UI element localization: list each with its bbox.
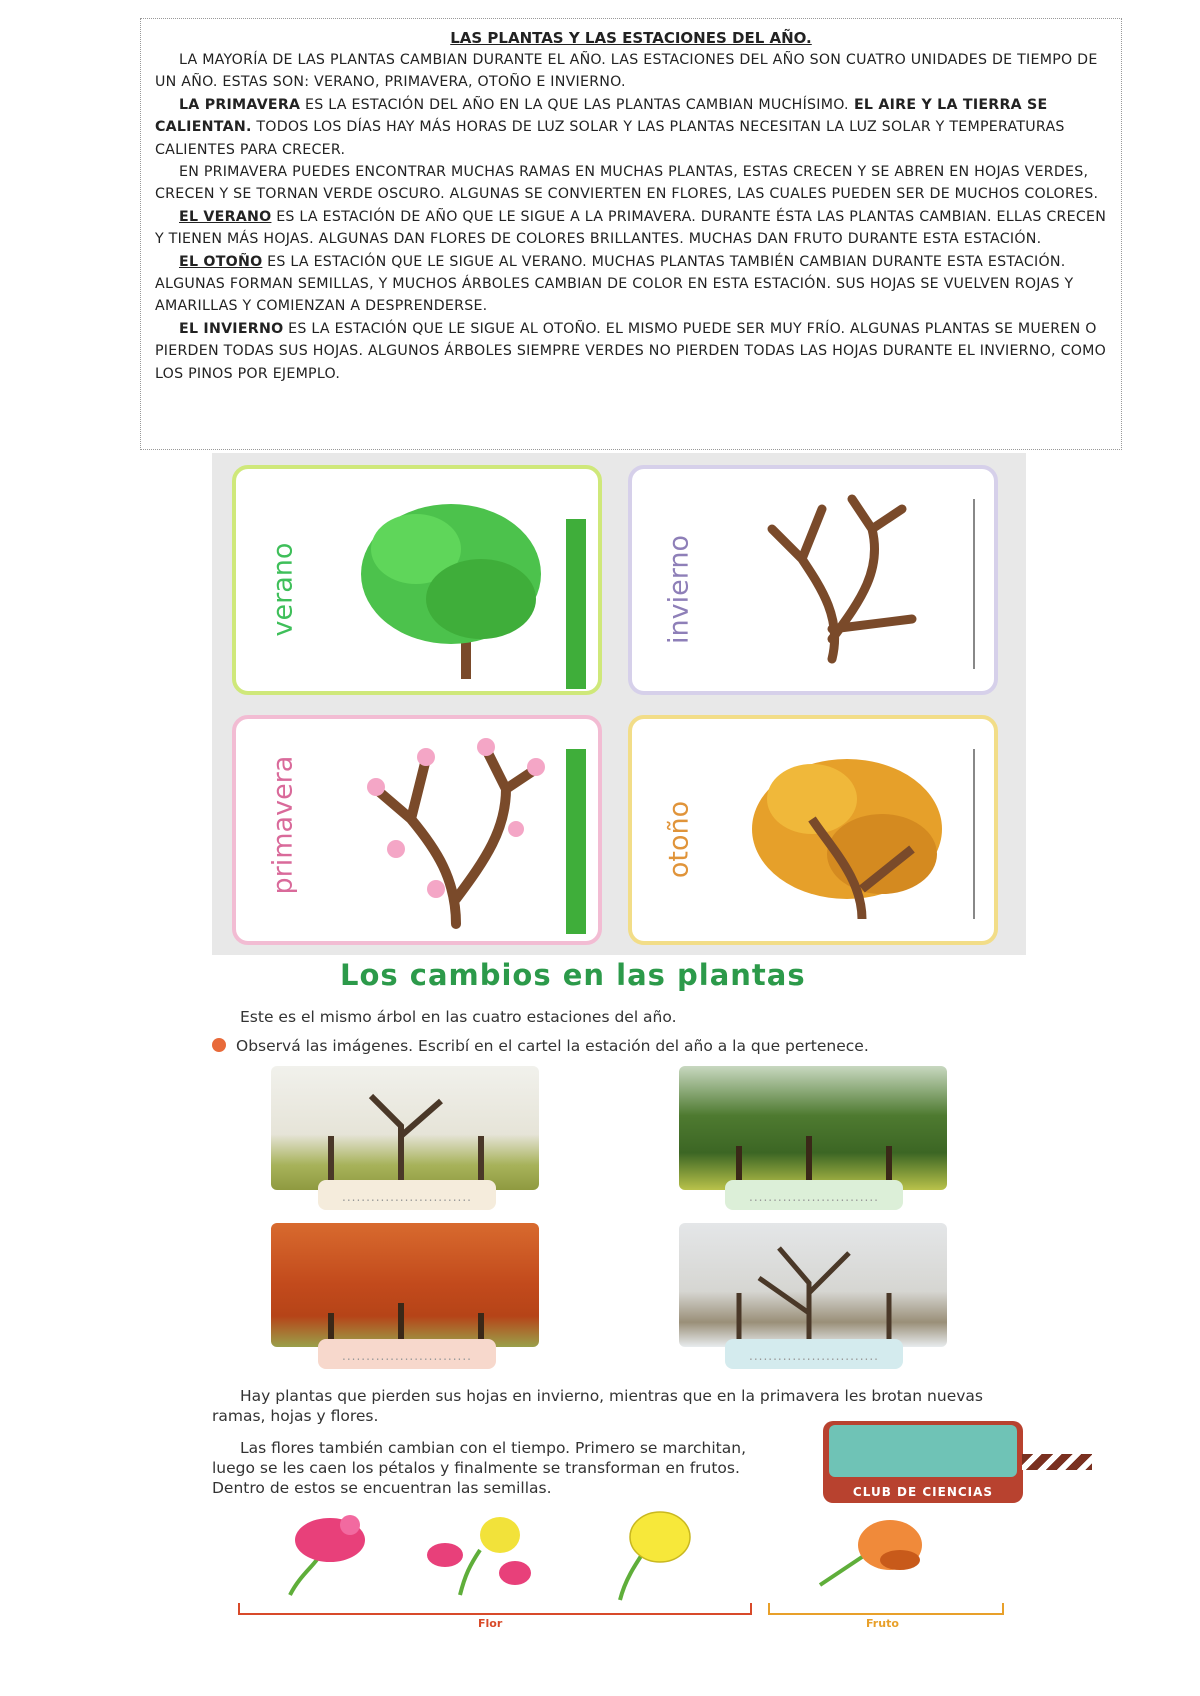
reading-paragraph-1: LA MAYORÍA DE LAS PLANTAS CAMBIAN DURANTE EL AÑO. LAS ESTACIONES DEL AÑO SON CUATRO UNIDADES DE TIEMPO DE UN AÑO. ESTAS SON: VERANO, PRIMAVERA, OTOÑO E INVIERNO. [155,52,1098,91]
reading-paragraph-6: EL INVIERNO ES LA ESTACIÓN QUE LE SIGUE AL OTOÑO. EL MISMO PUEDE SER MUY FRÍO. ALGUNAS PLANTAS SE MUEREN O PIERDEN TODAS SUS HOJAS. ALGUNOS ÁRBOLES SIEMPRE VERDES NO PIERDEN TODAS LAS HOJAS DURANTE EL INVIERNO, COMO LOS PINOS POR EJEMPLO. [155,320,1107,382]
season-cards [212,453,1026,955]
flor-bracket [238,1603,752,1615]
reading-title: LAS PLANTAS Y LAS ESTACIONES DEL AÑO. [450,29,812,47]
reading-box [140,18,1122,450]
worksheet-line-2: Observá las imágenes. Escribí en el cartel la estación del año a la que pertenece. [212,1037,869,1055]
club-ciencias-badge [823,1421,1023,1503]
card-primavera [232,715,602,945]
bullet-icon [212,1038,226,1052]
club-scene-icon [829,1425,1017,1477]
card-otono [628,715,998,945]
worksheet-line-1: Este es el mismo árbol en las cuatro estaciones del año. [240,1008,677,1026]
card-verano [232,465,602,695]
paragraph-hojas: Hay plantas que pierden sus hojas en invierno, mientras que en la primavera les brotan nuevas ramas, hojas y flores. [212,1387,983,1425]
answer-field-3[interactable]: ........................... [318,1339,496,1369]
reading-paragraph-5: EL OTOÑO ES LA ESTACIÓN QUE LE SIGUE AL VERANO. MUCHAS PLANTAS TAMBIÉN CAMBIAN DURANTE ESTA ESTACIÓN. ALGUNAS FORMAN SEMILLAS, Y MUCHOS ÁRBOLES CAMBIAN DE COLOR EN ESTA ESTACIÓN. SUS HOJAS SE VUELVEN ROJAS Y AMARILLAS Y COMIENZAN A DESPRENDERSE. [155,253,1074,315]
card-label-primavera: primavera [267,755,299,895]
reading-paragraph-3: EN PRIMAVERA PUEDES ENCONTRAR MUCHAS RAMAS EN MUCHAS PLANTAS, ESTAS CRECEN Y SE ABREN EN HOJAS VERDES, CRECEN Y SE TORNAN VERDE OSCURO. ALGUNAS SE CONVIERTEN EN FLORES, LAS CUALES PUEDEN SER DE MUCHOS COLORES. [155,164,1099,203]
tree-photo-verano [679,1066,947,1190]
club-label: CLUB DE CIENCIAS [852,1485,994,1499]
card-label-verano: verano [267,542,299,637]
otono-heading: EL OTOÑO [179,253,263,270]
tree-photo-primavera [271,1066,539,1190]
fruit-icon [820,1520,922,1585]
winter-tree-icon [712,469,992,691]
reading-paragraph-4: EL VERANO ES LA ESTACIÓN DE AÑO QUE LE SIGUE A LA PRIMAVERA. DURANTE ÉSTA LAS PLANTAS CAMBIAN. ELLAS CRECEN Y TIENEN MÁS HOJAS. ALGUNAS DAN FLORES DE COLORES BRILLANTES. MUCHAS DAN FRUTO DURANTE ESTA ESTACIÓN. [155,208,1107,248]
stripe-decoration [1022,1454,1092,1470]
wilting-flower-icon [427,1517,531,1595]
card-label-invierno: invierno [663,535,695,644]
tree-photo-otono [271,1223,539,1347]
autumn-tree-icon [712,719,992,941]
flor-label: Flor [478,1617,503,1630]
card-invierno [628,465,998,695]
summer-tree-icon [316,469,596,691]
card-label-otono: otoño [663,800,695,879]
tree-photo-invierno [679,1223,947,1347]
answer-field-1[interactable]: ........................... [318,1180,496,1210]
answer-field-4[interactable]: ........................... [725,1339,903,1369]
answer-field-2[interactable]: ........................... [725,1180,903,1210]
spring-tree-icon [316,719,596,941]
reading-paragraph-2: LA PRIMAVERA ES LA ESTACIÓN DEL AÑO EN LA QUE LAS PLANTAS CAMBIAN MUCHÍSIMO. EL AIRE Y LA TIERRA SE CALIENTAN. TODOS LOS DÍAS HAY MÁS HORAS DE LUZ SOLAR Y LAS PLANTAS NECESITAN LA LUZ SOLAR Y TEMPERATURAS CALIENTES PARA CRECER. [155,96,1065,158]
flower-sequence [260,1505,1030,1605]
verano-heading: EL VERANO [179,208,272,225]
fruto-label: Fruto [866,1617,899,1630]
yellow-bud-icon [620,1512,690,1600]
primavera-heading: LA PRIMAVERA [179,96,301,113]
invierno-heading: EL INVIERNO [179,320,284,337]
paragraph-flores: Las flores también cambian con el tiempo. Primero se marchitan, luego se les caen los pétalos y finalmente se transforman en frutos. Dentro de estos se encuentran las semillas. [212,1439,746,1497]
worksheet-title: Los cambios en las plantas [340,958,806,992]
fruto-bracket [768,1603,1004,1615]
pink-flower-icon [290,1515,365,1595]
